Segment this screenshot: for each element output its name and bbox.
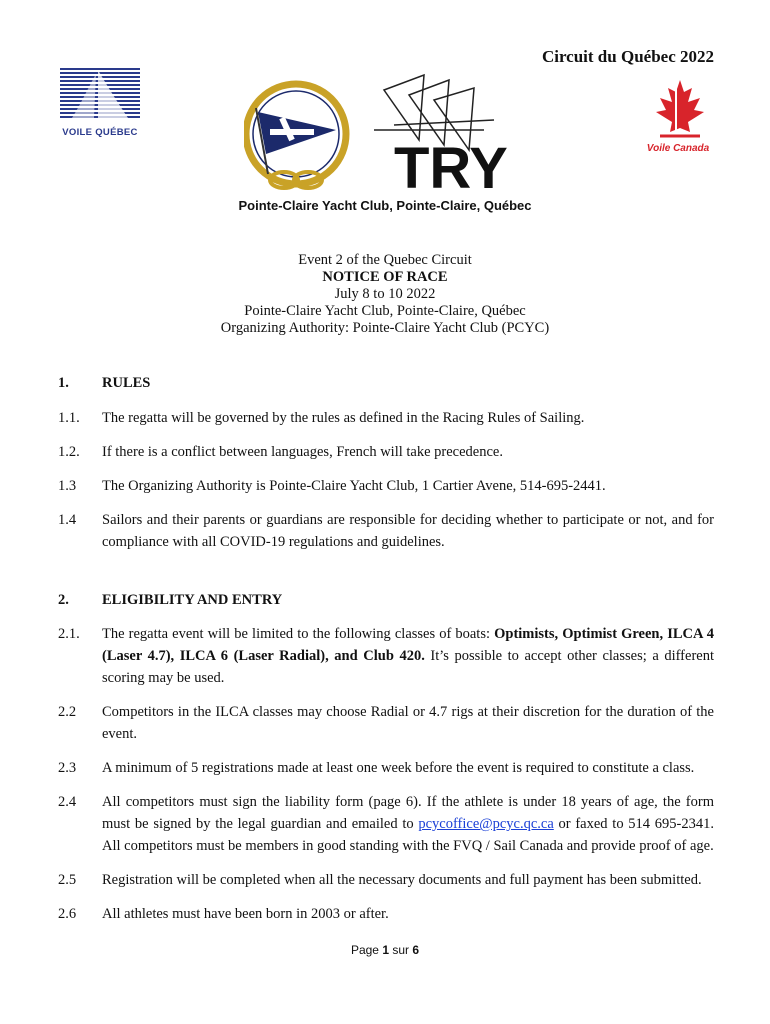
club-logo (244, 70, 514, 198)
section-rules-heading (58, 372, 714, 394)
clause-text-part: It’s possible to accept other classes; a different scoring may be used. (102, 648, 714, 686)
clause-number: 1.4 (58, 512, 77, 528)
clause-2-5 (58, 869, 714, 891)
section-eligibility-heading (58, 589, 714, 611)
event-dates: July 8 to 10 2022 (334, 286, 436, 302)
clause-number: 1.3 (58, 478, 77, 494)
clause-text: If there is a conflict between languages, French will take precedence. (102, 444, 503, 460)
boat-classes: Optimists, Optimist Green, ILCA 4 (Laser 4.7), ILCA 6 (Laser Radial), and Club 420. (102, 626, 714, 664)
notice-of-race-title: NOTICE OF RACE (322, 269, 448, 285)
clause-2-1 (58, 623, 714, 689)
event-header (0, 252, 770, 337)
clause-text-part: or faxed to 514 695-2341. All competitors must be members in good standing with the FVQ / Sail Canada and provide proof of age. (102, 816, 714, 854)
clause-number: 2.4 (58, 794, 77, 810)
document-body (0, 372, 770, 925)
section-number: 2. (58, 592, 69, 608)
clause-text (102, 791, 714, 857)
page-mid: sur (389, 943, 413, 957)
section-title: RULES (102, 375, 151, 391)
clause-text: The Organizing Authority is Pointe-Claire Yacht Club, 1 Cartier Avene, 514-695-2441. (102, 478, 606, 494)
event-location: Pointe-Claire Yacht Club, Pointe-Claire, Québec (244, 303, 526, 319)
page-prefix: Page (350, 943, 383, 957)
page-number: 1 (382, 943, 389, 957)
clause-1-3 (58, 475, 714, 497)
clause-text: All athletes must have been born in 2003 or after. (102, 906, 389, 922)
clause-text-part: The regatta event will be limited to the following classes of boats: (102, 626, 495, 642)
club-logo-text: TRY (394, 136, 508, 198)
clause-number: 1.1. (58, 410, 80, 426)
clause-text: Sailors and their parents or guardians are responsible for deciding whether to participate or not, and for compliance with all COVID-19 regulations and guidelines. (102, 512, 714, 550)
section-number: 1. (58, 375, 69, 391)
clause-number: 1.2. (58, 444, 80, 460)
clause-number: 2.6 (58, 906, 77, 922)
clause-text: Registration will be completed when all the necessary documents and full payment has been submitted. (102, 872, 702, 888)
clause-1-4 (58, 509, 714, 553)
clause-number: 2.1. (58, 626, 80, 642)
clause-2-2 (58, 701, 714, 745)
clause-text: A minimum of 5 registrations made at least one week before the event is required to constitute a class. (102, 760, 695, 776)
clause-text-part: All competitors must sign the liability form (page 6). If the athlete is under 18 years of age, the form must be signed by the legal guardian and emailed to (102, 794, 714, 832)
voile-quebec-logo (58, 66, 142, 138)
clause-1-2 (58, 441, 714, 463)
clause-number: 2.3 (58, 760, 77, 776)
clause-2-4 (58, 791, 714, 857)
voile-canada-wordmark: Voile Canada (646, 143, 710, 154)
club-burgee-emblem-icon (244, 70, 514, 198)
email-link[interactable]: pcycoffice@pcyc.qc.ca (418, 816, 554, 832)
maple-leaf-sail-icon (636, 78, 720, 142)
clause-2-3 (58, 757, 714, 779)
sail-stripes-icon (58, 66, 142, 124)
clause-2-6 (58, 903, 714, 925)
voile-canada-logo (636, 78, 720, 156)
clause-1-1 (58, 407, 714, 429)
page-footer (0, 943, 770, 957)
page-total: 6 (412, 943, 420, 957)
clause-number: 2.5 (58, 872, 77, 888)
club-subtitle: Pointe-Claire Yacht Club, Pointe-Claire, Québec (238, 198, 532, 213)
event-line-1: Event 2 of the Quebec Circuit (298, 252, 472, 268)
section-title: ELIGIBILITY AND ENTRY (102, 592, 283, 608)
clause-number: 2.2 (58, 704, 77, 720)
organizing-authority: Organizing Authority: Pointe-Claire Yacht Club (PCYC) (220, 320, 550, 336)
voile-quebec-wordmark: VOILE QUÉBEC (62, 127, 138, 138)
clause-text: The regatta will be governed by the rules as defined in the Racing Rules of Sailing. (102, 410, 585, 426)
clause-text (102, 623, 714, 689)
clause-text: Competitors in the ILCA classes may choose Radial or 4.7 rigs at their discretion for the duration of the event. (102, 704, 714, 742)
circuit-title: Circuit du Québec 2022 (541, 47, 714, 66)
